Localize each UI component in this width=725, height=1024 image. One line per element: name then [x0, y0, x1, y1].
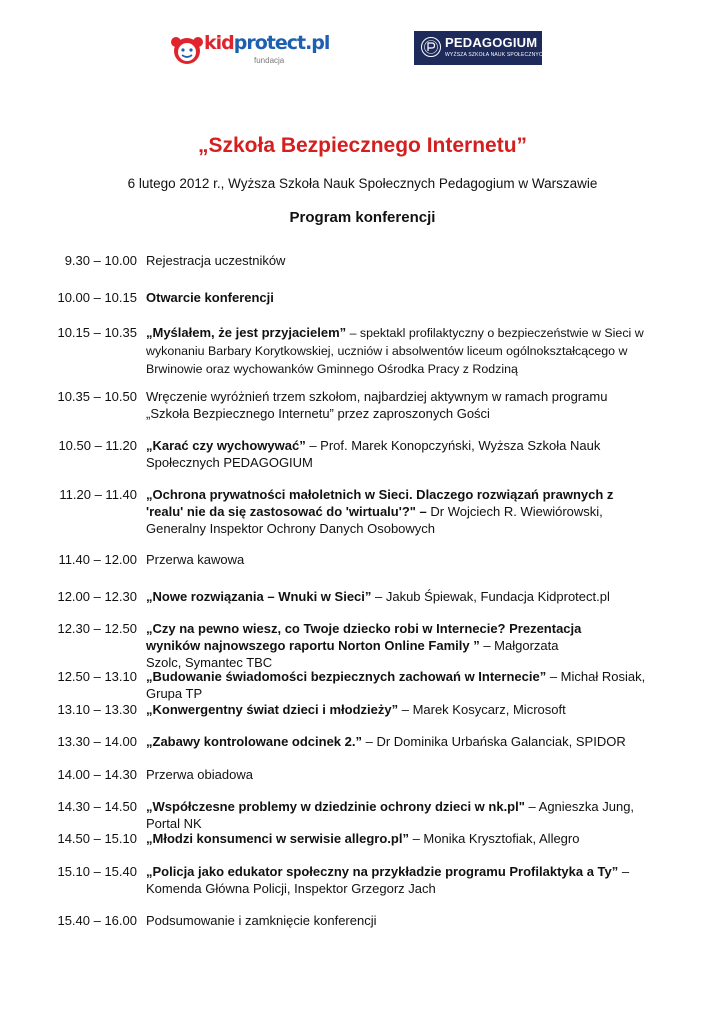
agenda-description: „Czy na pewno wiesz, co Twoje dziecko robi w Internecie? Prezentacja wyników najnowszego raportu Norton Online Family ” – Małgorzata Szolc, Symantec TBC: [146, 621, 582, 670]
agenda-description: „Nowe rozwiązania – Wnuki w Sieci” – Jakub Śpiewak, Fundacja Kidprotect.pl: [146, 589, 610, 604]
agenda-description: „Policja jako edukator społeczny na przykładzie programu Profilaktyka a Ty” – Komenda Główna Policji, Inspektor Grzegorz Jach: [146, 864, 630, 896]
agenda-description: Przerwa obiadowa: [146, 767, 253, 782]
event-date-location: 6 lutego 2012 r., Wyższa Szkoła Nauk Społecznych Pedagogium w Warszawie: [127, 176, 598, 191]
agenda-time: 11.40 – 12.00: [58, 552, 137, 567]
agenda-time: 9.30 – 10.00: [64, 253, 137, 268]
kid-face-icon: [170, 34, 204, 68]
agenda-time: 10.50 – 11.20: [58, 438, 137, 453]
agenda-description: „Ochrona prywatności małoletnich w Sieci. Dlaczego rozwiązań prawnych z 'realu' nie da się zastosować do 'wirtualu'?" – Dr Wojciech R. Wiewiórowski, Generalny Inspektor Ochrony Danych Osobowych: [146, 487, 614, 536]
program-heading: Program konferencji: [289, 209, 436, 226]
agenda-time: 14.00 – 14.30: [57, 767, 137, 782]
agenda-time: 11.20 – 11.40: [59, 487, 137, 502]
agenda-time: 10.15 – 10.35: [57, 325, 137, 340]
pedagogium-name: PEDAGOGIUM: [445, 35, 538, 50]
agenda-description: Przerwa kawowa: [146, 552, 245, 567]
agenda-description: „Młodzi konsumenci w serwisie allegro.pl” – Monika Krysztofiak, Allegro: [146, 831, 580, 846]
kidprotect-wordmark: kidprotect.pl: [204, 32, 330, 54]
agenda-description: „Konwergentny świat dzieci i młodzieży” – Marek Kosycarz, Microsoft: [146, 702, 566, 717]
agenda-description: „Karać czy wychowywać” – Prof. Marek Konopczyński, Wyższa Szkoła Nauk Społecznych PEDAGOGIUM: [146, 438, 601, 470]
seal-icon: [420, 36, 442, 58]
kidprotect-logo: [170, 28, 330, 72]
agenda-description: Otwarcie konferencji: [146, 290, 274, 305]
agenda-time: 14.50 – 15.10: [57, 831, 137, 846]
agenda-description: Wręczenie wyróżnień trzem szkołom, najbardziej aktywnym w ramach programu „Szkoła Bezpiecznego Internetu” przez zaproszonych Gości: [146, 389, 608, 421]
page-title: „Szkoła Bezpiecznego Internetu”: [197, 134, 528, 157]
agenda-description: „Współczesne problemy w dziedzinie ochrony dzieci w nk.pl" – Agnieszka Jung, Portal NK: [146, 799, 635, 831]
agenda-description: „Myślałem, że jest przyjacielem” – spektakl profilaktyczny o bezpieczeństwie w Sieci w wykonaniu Barbary Korytkowskiej, uczniów i absolwentów liceum ogólnokształcącego w Brwinowie oraz wychowanków Gminnego Ośrodka Pracy z Rodziną: [146, 325, 644, 376]
pedagogium-sub: WYŻSZA SZKOŁA NAUK SPOŁECZNYCH: [445, 52, 547, 58]
agenda-description: „Zabawy kontrolowane odcinek 2.” – Dr Dominika Urbańska Galanciak, SPIDOR: [146, 734, 626, 749]
agenda-description: Podsumowanie i zamknięcie konferencji: [146, 913, 377, 928]
agenda-time: 15.10 – 15.40: [57, 864, 137, 879]
agenda-time: 12.30 – 12.50: [57, 621, 137, 636]
agenda-time: 12.00 – 12.30: [57, 589, 137, 604]
agenda-time: 15.40 – 16.00: [57, 913, 137, 928]
agenda-time: 10.00 – 10.15: [57, 290, 137, 305]
agenda-time: 14.30 – 14.50: [57, 799, 137, 814]
agenda-description: Rejestracja uczestników: [146, 253, 286, 268]
agenda-description: „Budowanie świadomości bezpiecznych zachowań w Internecie” – Michał Rosiak, Grupa TP: [146, 669, 646, 701]
agenda-time: 13.10 – 13.30: [57, 702, 137, 717]
kidprotect-sub: fundacja: [254, 56, 285, 65]
agenda-time: 12.50 – 13.10: [57, 669, 137, 684]
agenda-time: 13.30 – 14.00: [57, 734, 137, 749]
pedagogium-logo: [414, 31, 547, 65]
agenda-time: 10.35 – 10.50: [57, 389, 137, 404]
